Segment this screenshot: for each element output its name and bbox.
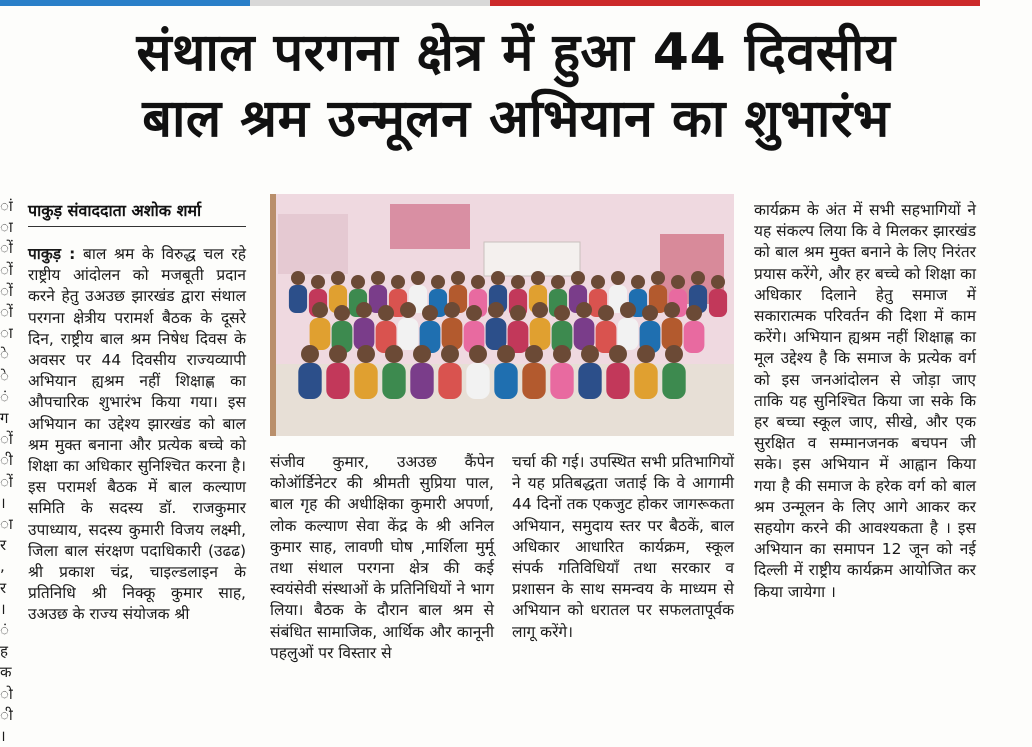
column-2-text: संजीव कुमार, उअउछ कैंपेन कोऑर्डिनेटर की श्रीमती सुप्रिया पाल, बाल गृह की अधीक्षिका कुमारी अपर्णा, लोक कल्याण सेवा केंद्र के श्री अनिल कुमार साह, लावणी घोष ,मार्शिला मुर्मू तथा संथाल परगना क्षेत्र की कई स्वयंसेवी संस्थाओं के प्रतिनिधियों ने भाग लिया। बैठक के दौरान बाल श्रम से संबंधित सामाजिक, आर्थिक और कानूनी पहलुओं पर विस्तार से <box>270 453 494 662</box>
group-photo <box>270 194 734 436</box>
edge-fragment: र <box>0 536 7 555</box>
person-head <box>488 302 504 318</box>
person-head <box>510 305 526 321</box>
person-head <box>357 345 375 363</box>
byline-rule <box>28 226 246 227</box>
edge-fragment: ों <box>0 239 13 258</box>
person-body <box>578 363 601 399</box>
person-body <box>410 363 433 399</box>
bar-grey <box>250 0 490 6</box>
person-head <box>664 302 680 318</box>
person-head <box>301 345 319 363</box>
person-head <box>329 345 347 363</box>
bar-blue <box>0 0 250 6</box>
edge-fragment: । <box>0 727 6 746</box>
person-head <box>511 275 525 289</box>
person-head <box>471 275 485 289</box>
person-body <box>289 285 307 313</box>
headline <box>0 20 1032 152</box>
person-body <box>398 318 419 350</box>
byline: पाकुड़ संवाददाता अशोक शर्मा <box>28 201 202 220</box>
person-head <box>665 345 683 363</box>
person-head <box>291 271 305 285</box>
person-head <box>611 271 625 285</box>
person-head <box>553 345 571 363</box>
person-body <box>634 363 657 399</box>
person-head <box>591 275 605 289</box>
person-head <box>334 305 350 321</box>
person-body <box>550 363 573 399</box>
person-head <box>631 275 645 289</box>
person-head <box>531 271 545 285</box>
person-head <box>378 305 394 321</box>
edge-fragment: । <box>0 599 6 618</box>
edge-fragment: ी <box>0 451 13 470</box>
person-body <box>606 363 629 399</box>
bar-red <box>490 0 980 6</box>
person-head <box>620 302 636 318</box>
person-body <box>382 363 405 399</box>
edge-fragment: । <box>0 493 6 512</box>
person-body <box>522 363 545 399</box>
person-head <box>444 302 460 318</box>
person-head <box>651 271 665 285</box>
column-3-text: चर्चा की गई। उपस्थित सभी प्रतिभागियों ने यह प्रतिबद्धता जताई कि वे आगामी 44 दिनों तक एकजुट होकर जागरूकता अभियान, समुदाय स्तर पर बैठकें, बाल अधिकार आधारित कार्यक्रम, स्कूल संपर्क गतिविधियाँ तथा सरकार व प्रशासन के साथ समन्वय के माध्यम से अभियान को धरातल पर सफलतापूर्वक लागू करेंगे। <box>512 453 734 641</box>
person-body <box>438 363 461 399</box>
person-head <box>331 271 345 285</box>
edge-fragment: क <box>0 663 12 682</box>
person-body <box>442 318 463 350</box>
edge-fragment: ों <box>0 281 13 300</box>
edge-fragment: ों <box>0 303 13 322</box>
edge-fragment: र <box>0 578 7 597</box>
person-body <box>354 318 375 350</box>
person-head <box>385 345 403 363</box>
headline-line-1: संथाल परगना क्षेत्र में हुआ 44 दिवसीय <box>136 23 896 83</box>
person-head <box>371 271 385 285</box>
edge-fragment: ों <box>0 472 13 491</box>
person-head <box>441 345 459 363</box>
edge-fragment: ा <box>0 515 13 534</box>
person-head <box>356 302 372 318</box>
edge-fragment: ों <box>0 430 13 449</box>
edge-fragment: ा <box>0 324 13 343</box>
person-head <box>686 305 702 321</box>
column-4-text: कार्यक्रम के अंत में सभी सहभागियों ने यह संकल्प लिया कि वे मिलकर झारखंड को बाल श्रम मुक्त बनाने के लिए निरंतर प्रयास करेंगे, और हर बच्चे को शिक्षा का अधिकार दिलाने हेतु समाज में सकारात्मक परिवर्तन की दिशा में काम करेंगे। अभियान ह्यश्रम नहीं शिक्षाह्ण का मूल उद्देश्य है कि समाज के प्रत्येक वर्ग को इस जनआंदोलन से जोड़ा जाए ताकि यह सुनिश्चित किया जा सके कि हर बच्चा स्कूल जाए, सीखे, और एक सुरक्षित व सम्मानजनक बचपन जी सके। इस अभियान में आह्वान किया गया है की समाज के हरेक वर्ग को बाल श्रम उन्मूलन के लिए आगे आकर कर सहयोग करने की आवश्यकता है । इस अभियान का समापन 12 जून को नई दिल्ली में राष्ट्रीय कार्यक्रम आयोजित कर किया जायेगा । <box>754 201 976 601</box>
person-body <box>709 289 727 317</box>
edge-fragment: ां <box>0 197 13 215</box>
person-body <box>684 321 705 353</box>
person-head <box>422 305 438 321</box>
edge-fragment: ा <box>0 218 13 237</box>
person-head <box>413 345 431 363</box>
person-body <box>662 363 685 399</box>
person-head <box>469 345 487 363</box>
person-body <box>466 363 489 399</box>
person-head <box>491 271 505 285</box>
person-body <box>486 318 507 350</box>
column-1-text: बाल श्रम के विरुद्ध चल रहे राष्ट्रीय आंदोलन को मजबूती प्रदान करने हेतु उअउछ झारखंड द्वारा संथाल परगना क्षेत्रीय परामर्श बैठक के दूसरे दिन, राष्ट्रीय बाल श्रम निषेध दिवस के अवसर पर 44 दिवसीय राज्यव्यापी अभियान ह्यश्रम नहीं शिक्षाह्ण का औपचारिक शुभारंभ किया गया। इस अभियान का उद्देश्य झारखंड को बाल श्रम मुक्त बनाना और प्रत्येक बच्चे को शिक्षा का अधिकार सुनिश्चित करना है। इस परामर्श बैठक में बाल कल्याण समिति के सदस्य डॉ. राजकुमार उपाध्याय, सदस्य कुमारी विजय लक्ष्मी, जिला बाल संरक्षण पदाधिकारी (उढढ) श्री प्रकाश चंद्र, चाइल्डलाइन के प्रतिनिधि श्री निक्कू कुमार साह, उअउछ के राज्य संयोजक श्री <box>28 245 246 624</box>
person-head <box>525 345 543 363</box>
person-head <box>400 302 416 318</box>
person-body <box>354 363 377 399</box>
person-body <box>326 363 349 399</box>
person-body <box>310 318 331 350</box>
person-head <box>451 271 465 285</box>
person-head <box>411 271 425 285</box>
person-head <box>351 275 365 289</box>
edge-fragment: ग <box>0 409 9 428</box>
person-head <box>571 271 585 285</box>
article-column-4 <box>754 200 976 603</box>
person-head <box>576 302 592 318</box>
edge-fragment: ं <box>0 621 9 640</box>
article-column-1 <box>28 244 246 626</box>
edge-fragment: ं <box>0 387 9 406</box>
edge-fragment: े <box>0 345 9 364</box>
person-head <box>609 345 627 363</box>
person-head <box>691 271 705 285</box>
person-body <box>298 363 321 399</box>
article-column-2 <box>270 452 494 664</box>
person-head <box>711 275 725 289</box>
headline-line-2: बाल श्रम उन्मूलन अभियान का शुभारंभ <box>142 89 890 149</box>
person-body <box>494 363 517 399</box>
top-color-bar <box>0 0 1032 6</box>
group-photo-icon <box>270 194 734 436</box>
edge-fragment: े <box>0 366 9 385</box>
person-head <box>671 275 685 289</box>
edge-fragment: ो <box>0 684 13 703</box>
person-head <box>312 302 328 318</box>
person-head <box>431 275 445 289</box>
person-head <box>497 345 515 363</box>
person-head <box>581 345 599 363</box>
dateline: पाकुड़ : <box>28 245 76 263</box>
person-body <box>662 318 683 350</box>
edge-fragment: ी <box>0 705 13 724</box>
article-column-3 <box>512 452 734 643</box>
edge-fragment: , <box>0 557 5 576</box>
previous-article-edge <box>0 196 14 746</box>
person-head <box>637 345 655 363</box>
person-head <box>391 275 405 289</box>
person-head <box>554 305 570 321</box>
person-head <box>532 302 548 318</box>
person-head <box>642 305 658 321</box>
person-head <box>311 275 325 289</box>
person-head <box>598 305 614 321</box>
person-body <box>618 318 639 350</box>
person-head <box>466 305 482 321</box>
person-head <box>551 275 565 289</box>
edge-fragment: ों <box>0 260 13 279</box>
edge-fragment: ह <box>0 642 8 661</box>
